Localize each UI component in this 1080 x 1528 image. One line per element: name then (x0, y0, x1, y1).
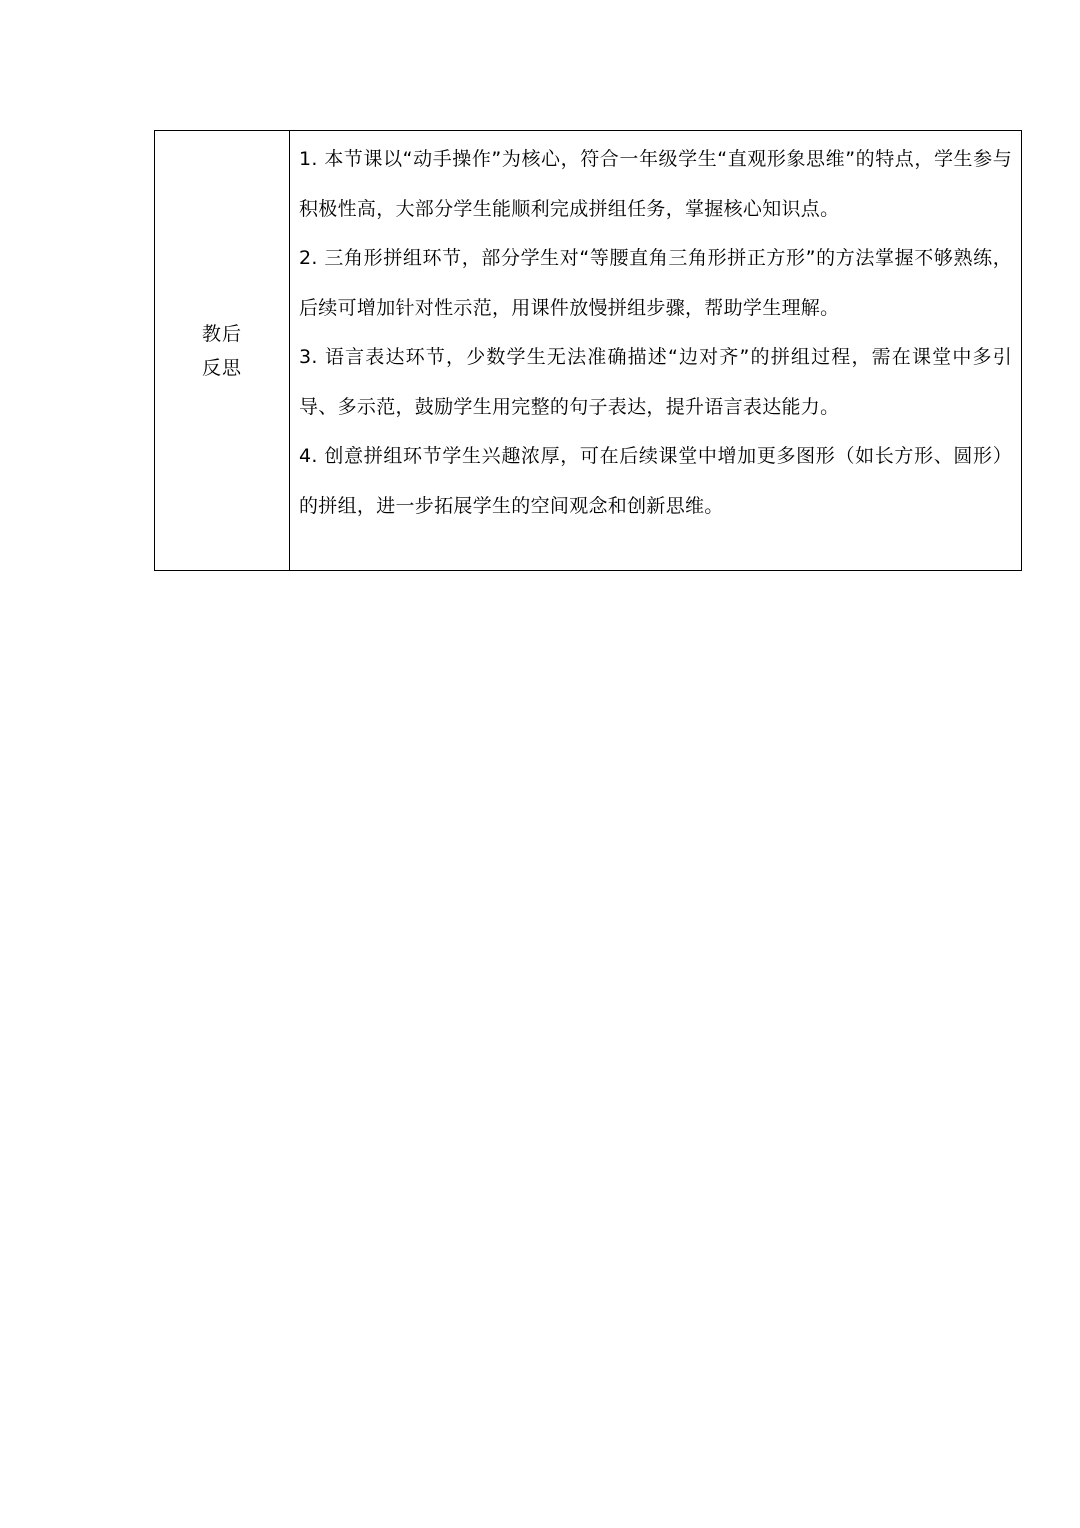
content-cell (290, 131, 1022, 571)
label-line-2: 反思 (201, 356, 242, 379)
reflection-item-4: 4. 创意拼组环节学生兴趣浓厚，可在后续课堂中增加更多图形（如长方形、圆形）的拼组，进一步拓展学生的空间观念和创新思维。 (299, 445, 1012, 517)
label-line-1: 教后 (201, 322, 242, 345)
reflection-item-1: 1. 本节课以“动手操作”为核心，符合一年级学生“直观形象思维”的特点，学生参与积极性高，大部分学生能顺利完成拼组任务，掌握核心知识点。 (299, 148, 1012, 220)
reflection-item-2: 2. 三角形拼组环节，部分学生对“等腰直角三角形拼正方形”的方法掌握不够熟练，后续可增加针对性示范，用课件放慢拼组步骤，帮助学生理解。 (299, 247, 1012, 319)
reflection-table (154, 130, 1022, 571)
table-row (155, 131, 1022, 571)
reflection-item-3: 3. 语言表达环节，少数学生无法准确描述“边对齐”的拼组过程，需在课堂中多引导、多示范，鼓励学生用完整的句子表达，提升语言表达能力。 (299, 346, 1012, 418)
label-cell (155, 131, 290, 571)
